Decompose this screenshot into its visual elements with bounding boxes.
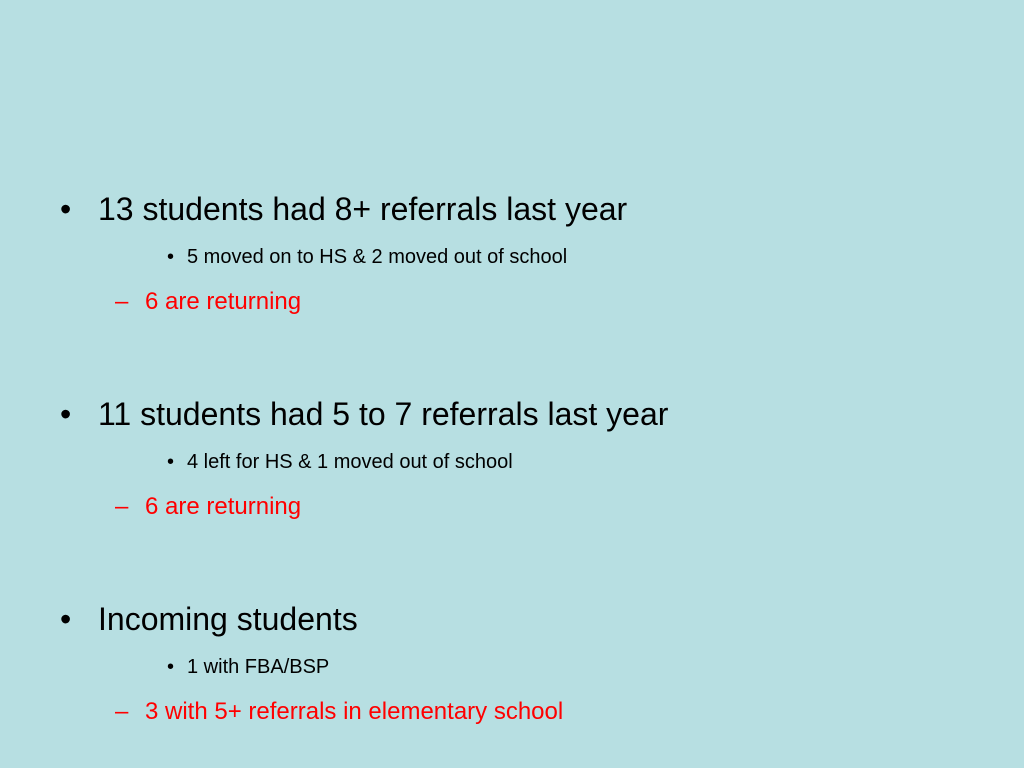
dash-item [115, 290, 301, 314]
bullet-text: 13 students had 8+ referrals last year [98, 191, 628, 227]
dash-item-text: 3 with 5+ referrals in elementary school [145, 698, 564, 725]
dash-item [115, 700, 563, 724]
bullet-item-students-5-to-7 [60, 398, 668, 430]
bullet-icon: • [167, 246, 175, 268]
bullet-text: 11 students had 5 to 7 referrals last year [98, 396, 669, 432]
dash-item-text: 6 are returning [145, 493, 302, 520]
dash-icon: – [115, 493, 129, 520]
dash-item-text: 6 are returning [145, 288, 302, 315]
bullet-item-students-8-plus [60, 193, 627, 225]
sub-bullet-text: 4 left for HS & 1 moved out of school [187, 451, 513, 473]
dash-icon: – [115, 288, 129, 315]
sub-bullet-item [167, 452, 513, 472]
sub-bullet-text: 5 moved on to HS & 2 moved out of school [187, 246, 568, 268]
sub-bullet-item [167, 657, 329, 677]
sub-bullet-text: 1 with FBA/BSP [187, 656, 330, 678]
bullet-item-incoming-students [60, 603, 358, 635]
dash-icon: – [115, 698, 129, 725]
bullet-icon: • [60, 601, 72, 637]
bullet-icon: • [167, 656, 175, 678]
sub-bullet-item [167, 247, 567, 267]
bullet-icon: • [60, 396, 72, 432]
dash-item [115, 495, 301, 519]
bullet-text: Incoming students [98, 601, 358, 637]
bullet-icon: • [60, 191, 72, 227]
bullet-icon: • [167, 451, 175, 473]
